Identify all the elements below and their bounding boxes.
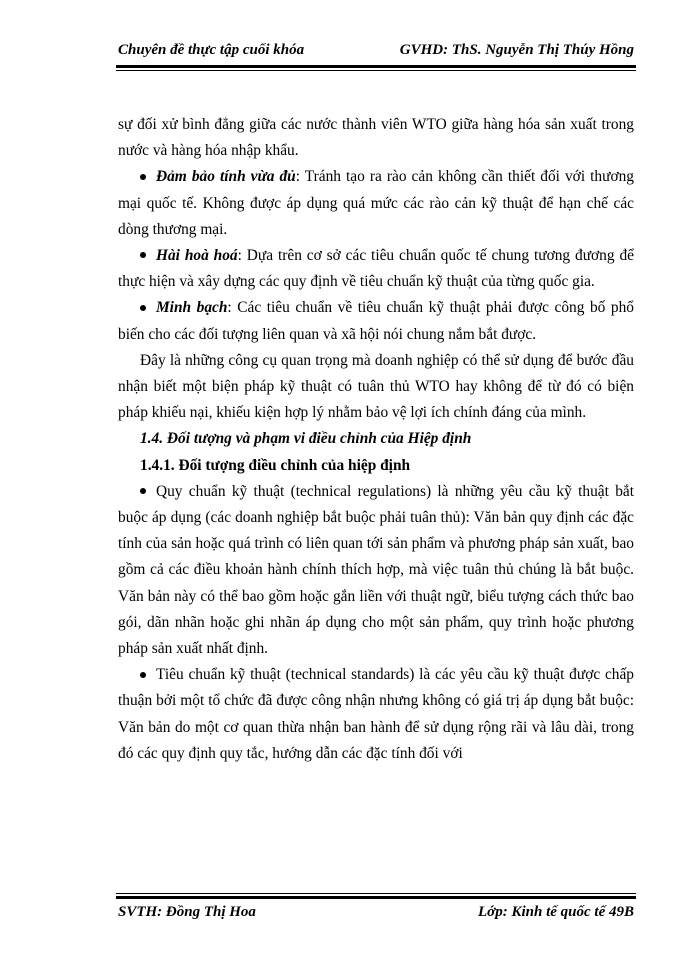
bullet-sufficiency bbox=[118, 164, 634, 243]
bullet-icon bbox=[140, 174, 146, 180]
footer-rule-thick bbox=[116, 896, 636, 899]
bullet-icon bbox=[140, 305, 146, 311]
header-course-title: Chuyên đề thực tập cuối khóa bbox=[118, 42, 305, 58]
document-body bbox=[118, 112, 634, 767]
bullet-term: Minh bạch bbox=[156, 299, 228, 317]
subsection-heading: 1.4.1. Đối tượng điều chỉnh của hiệp định bbox=[140, 456, 411, 474]
bullet-harmonization bbox=[118, 243, 634, 295]
bullet-text: : Dựa trên cơ sở các tiêu chuẩn quốc tế chung tương đương để thực hiện và xây dựng các quy định về tiêu chuẩn kỹ thuật của từng quốc gia. bbox=[118, 247, 634, 291]
header-supervisor: GVHD: ThS. Nguyễn Thị Thúy Hồng bbox=[399, 42, 634, 58]
paragraph-continuation: sự đối xử bình đẳng giữa các nước thành viên WTO giữa hàng hóa sản xuất trong nước và hàng hóa nhập khẩu. bbox=[118, 116, 634, 160]
page-header bbox=[118, 40, 634, 64]
bullet-icon bbox=[140, 252, 146, 258]
page-footer bbox=[118, 904, 634, 928]
footer-class: Lớp: Kinh tế quốc tế 49B bbox=[478, 904, 634, 920]
bullet-icon bbox=[140, 672, 146, 678]
bullet-technical-standards bbox=[118, 662, 634, 767]
bullet-icon bbox=[140, 488, 146, 494]
bullet-text: : Các tiêu chuẩn về tiêu chuẩn kỹ thuật phải được công bố phổ biến cho các đối tượng liên quan và xã hội nói chung nắm bắt được. bbox=[118, 299, 634, 343]
bullet-text: : Tránh tạo ra rào cản không cần thiết đối với thương mại quốc tế. Không được áp dụng quá mức các rào cản kỹ thuật để hạn chế các dòng thương mại. bbox=[118, 168, 634, 238]
section-heading: 1.4. Đối tượng và phạm vi điều chỉnh của Hiệp định bbox=[140, 430, 472, 448]
paragraph-summary: Đây là những công cụ quan trọng mà doanh nghiệp có thể sử dụng để bước đầu nhận biết một biện pháp kỹ thuật có tuân thủ WTO hay không để từ đó có biện pháp khiếu nại, khiếu kiện hợp lý nhằm bảo vệ lợi ích chính đáng của mình. bbox=[118, 351, 634, 422]
header-rule-thin bbox=[116, 70, 636, 71]
header-rule-thick bbox=[116, 65, 636, 68]
footer-student: SVTH: Đồng Thị Hoa bbox=[118, 904, 256, 920]
footer-rule-thin bbox=[116, 893, 636, 894]
bullet-text: Tiêu chuẩn kỹ thuật (technical standards) là các yêu cầu kỹ thuật được chấp thuận bởi một tổ chức đã được công nhận nhưng không có giá trị áp dụng bắt buộc: Văn bản do một cơ quan thừa nhận ban hành để sử dụng rộng rãi và lâu dài, trong đó các quy định quy tắc, hướng dẫn các đặc tính đối với bbox=[118, 666, 634, 762]
bullet-term: Hài hoà hoá bbox=[156, 247, 238, 265]
bullet-term: Đảm bảo tính vừa đủ bbox=[156, 168, 296, 186]
bullet-transparency bbox=[118, 295, 634, 347]
bullet-text: Quy chuẩn kỹ thuật (technical regulations) là những yêu cầu kỹ thuật bắt buộc áp dụng (các doanh nghiệp bắt buộc phải tuân thủ): Văn bản quy định các đặc tính của sản hoặc quá trình có liên quan tới sản phẩm và phương pháp sản xuất, bao gồm cả các điều khoản hành chính thích hợp, mà việc tuân thủ chúng là bắt buộc. Văn bản này có thể bao gồm hoặc gắn liền với thuật ngữ, biểu tượng cách thức bao gói, dãn nhãn hoặc ghi nhãn áp dụng cho một sản phẩm, quy trình hoặc phương pháp sản xuất nhất định. bbox=[118, 482, 634, 658]
bullet-technical-regulations bbox=[118, 479, 634, 662]
